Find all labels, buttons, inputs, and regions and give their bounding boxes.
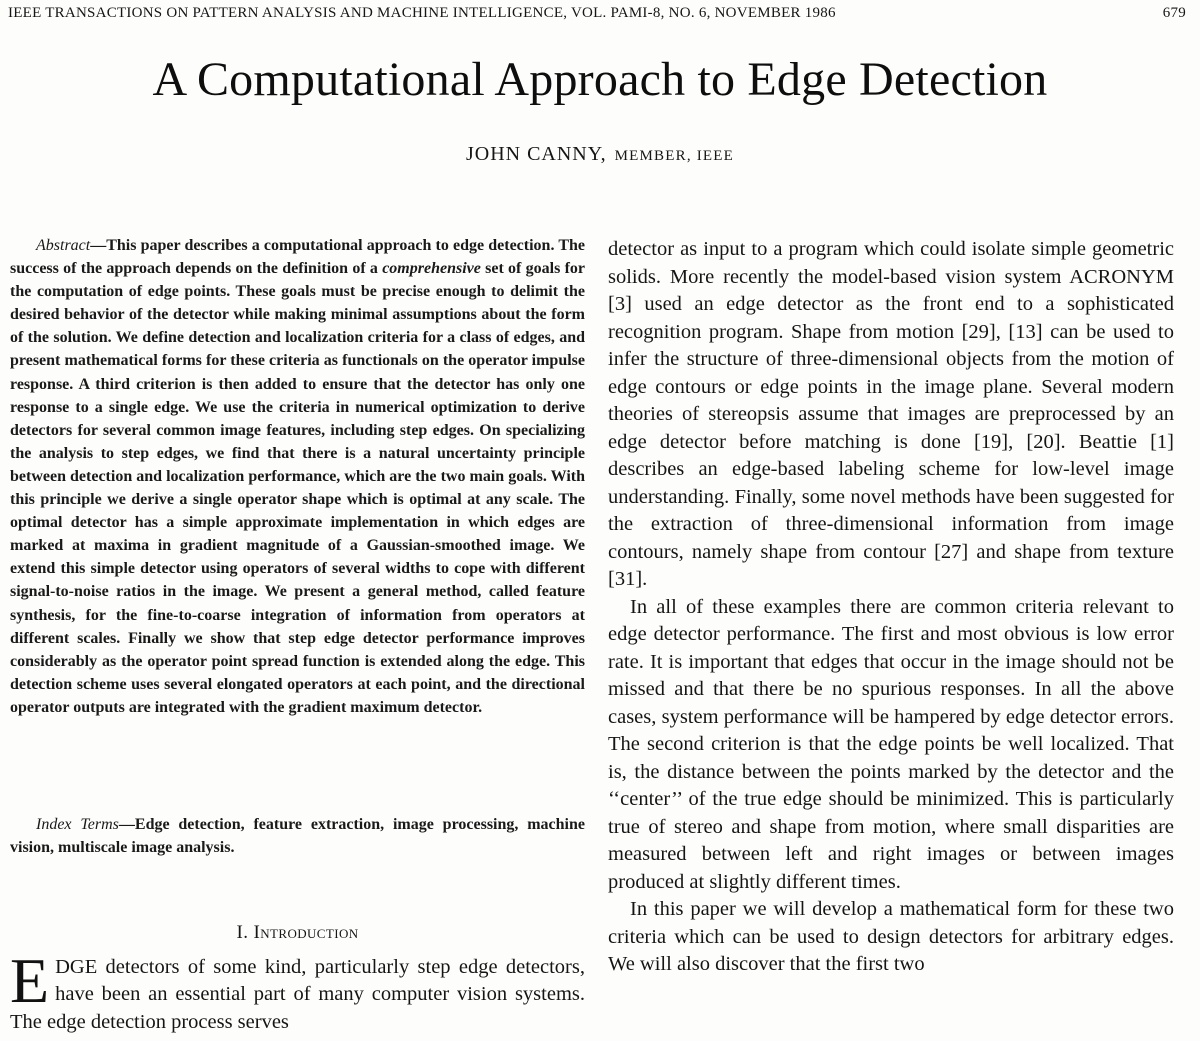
abstract-text-2: set of goals for the computation of edge points. These goals must be precise enough to delimit the desired behavior of the detector while making minimal assumptions about the form of the solution. We define detection and localization criteria for a class of edges, and present mathematical forms for these criteria as functionals on the operator impulse response. A third criterion is then added to ensure that the detector has only one response to a single edge. We use the criteria in numerical optimization to derive detectors for several common image features, including step edges. On specializing the analysis to step edges, we find that there is a natural uncertainty principle between detection and localization performance, which are the two main goals. With this principle we derive a single operator shape which is optimal at any scale. The optimal detector has a simple approximate implementation in which edges are marked at maxima in gradient magnitude of a Gaussian-smoothed image. We extend this simple detector using operators of several widths to cope with different signal-to-noise ratios in the image. We present a general method, called feature synthesis, for the fine-to-coarse integration of information from operators at different scales. Finally we show that step edge detector performance improves considerably as the operator point spread function is extended along the edge. This detection scheme uses several elongated operators at each point, and the directional operator outputs are integrated with the gradient maximum detector. [10, 260, 585, 716]
paper-title: A Computational Approach to Edge Detection [152, 53, 1048, 106]
abstract [10, 234, 585, 719]
index-terms-label: Index Terms [36, 816, 119, 833]
abstract-text-1: This paper describes a computational approach to edge detection. The success of the approach depends on the definition of a [10, 237, 585, 278]
journal-header: IEEE TRANSACTIONS ON PATTERN ANALYSIS AND MACHINE INTELLIGENCE, VOL. PAMI-8, NO. 6, NOVEMBER 1986 [8, 5, 836, 21]
abstract-emphasis: comprehensive [382, 260, 481, 278]
left-column [10, 234, 585, 719]
intro-text: DGE detectors of some kind, particularly step edge detectors, have been an essential part of many computer vision systems. The edge detection process serves [10, 956, 585, 1033]
abstract-label: Abstract [36, 237, 91, 254]
author-affiliation: MEMBER, IEEE [614, 148, 735, 164]
intro-paragraph [10, 945, 585, 1036]
index-terms-text: Edge detection, feature extraction, image processing, machine vision, multiscale image analysis. [10, 816, 585, 857]
page-number: 679 [1162, 5, 1186, 21]
index-terms [10, 813, 585, 860]
abstract-dash: — [90, 237, 107, 254]
right-column [608, 236, 1174, 979]
author-name: JOHN CANNY, [465, 143, 607, 165]
drop-cap: E [10, 945, 50, 1016]
section-title: Introduction [253, 922, 359, 943]
index-terms-dash: — [118, 816, 135, 833]
right-paragraph-3: In this paper we will develop a mathematical form for these two criteria which can be used to design detectors for arbitrary edges. We will also discover that the first two [608, 898, 1174, 975]
running-head [8, 5, 1186, 25]
author-line [0, 143, 1200, 166]
right-paragraph-2: In all of these examples there are common criteria relevant to edge detector performance. The first and most obvious is low error rate. It is important that edges that occur in the image should not be missed and that there be no spurious responses. In all the above cases, system performance will be hampered by edge detector errors. The second criterion is that the edge points be well localized. That is, the distance between the points marked by the detector and the ‘‘center’’ of the true edge should be minimized. This is particularly true of stereo and shape from motion, where small disparities are measured between left and right images or between images produced at slightly different times. [608, 595, 1174, 893]
section-numeral: I. [236, 922, 249, 943]
section-heading [10, 922, 585, 944]
right-paragraph-1: detector as input to a program which could isolate simple geometric solids. More recently the model-based vision system ACRONYM [3] used an edge detector as the front end to a sophisticated recognition program. Shape from motion [29], [13] can be used to infer the structure of three-dimensional objects from the motion of edge contours or edge points in the image plane. Several modern theories of stereopsis assume that images are preprocessed by an edge detector before matching is done [19], [20]. Beattie [1] describes an edge-based labeling scheme for low-level image understanding. Finally, some novel methods have been suggested for the extraction of three-dimensional information from image contours, namely shape from contour [27] and shape from texture [31]. [608, 238, 1174, 590]
